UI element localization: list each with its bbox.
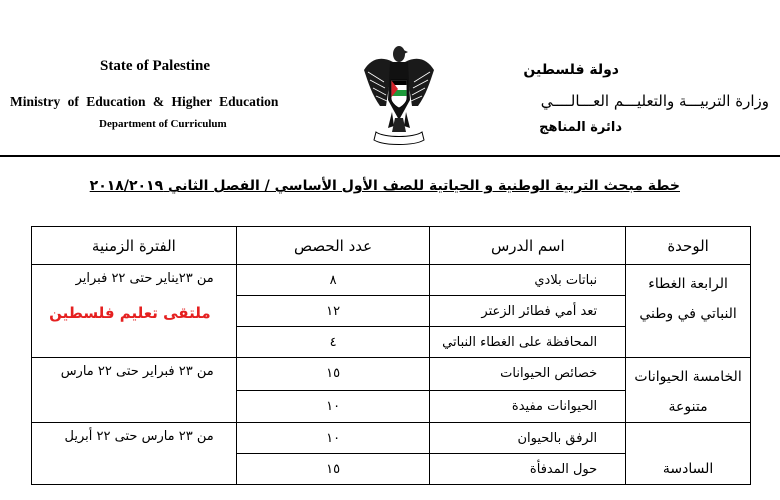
count-cell: ١٥ xyxy=(236,358,430,391)
table-header-row xyxy=(32,227,751,265)
period-text: من ٢٣يناير حتى ٢٢ فبراير xyxy=(75,271,214,286)
count-cell: ٨ xyxy=(236,265,430,296)
count-cell: ٤ xyxy=(236,327,430,358)
lesson-cell: الحيوانات مفيدة xyxy=(430,390,626,423)
header-divider xyxy=(0,155,780,157)
lesson-cell: تعد أمي فطائر الزعتر xyxy=(430,296,626,327)
state-name-english: State of Palestine xyxy=(100,58,210,74)
header-lesson: اسم الدرس xyxy=(430,227,626,265)
lesson-cell: نباتات بلادي xyxy=(430,265,626,296)
header-count: عدد الحصص xyxy=(236,227,430,265)
count-cell: ١٥ xyxy=(236,454,430,485)
table-row xyxy=(32,265,751,296)
lesson-plan-table xyxy=(31,226,751,485)
lesson-cell: حول المدفأة xyxy=(430,454,626,485)
state-name-arabic: دولة فلسطين xyxy=(523,62,619,78)
table-row xyxy=(32,358,751,391)
department-name-english: Department of Curriculum xyxy=(99,118,227,130)
unit-cell: السادسة xyxy=(626,423,751,485)
unit-cell: الخامسة الحيوانات متنوعة xyxy=(626,358,751,423)
forum-note: ملتقى تعليم فلسطين xyxy=(49,304,211,322)
lesson-cell: المحافظة على الغطاء النباتي xyxy=(430,327,626,358)
lesson-cell: خصائص الحيوانات xyxy=(430,358,626,391)
ministry-name-arabic: وزارة التربيـــة والتعليـــم العـــالــــي xyxy=(540,92,769,110)
unit-cell: الرابعة الغطاء النباتي في وطني xyxy=(626,265,751,358)
count-cell: ١٢ xyxy=(236,296,430,327)
header-unit: الوحدة xyxy=(626,227,751,265)
table-row xyxy=(32,423,751,454)
count-cell: ١٠ xyxy=(236,423,430,454)
palestine-eagle-emblem-icon xyxy=(362,40,436,150)
period-cell xyxy=(32,423,237,485)
period-text: من ٢٣ فبراير حتى ٢٢ مارس xyxy=(60,364,214,379)
plan-title: خطة مبحث التربية الوطنية و الحياتية للصف الأول الأساسي / الفصل الثاني ٢٠١٨/٢٠١٩ xyxy=(89,178,680,194)
ministry-name-english: Ministry of Education & Higher Education xyxy=(10,94,279,109)
header-period: الفترة الزمنية xyxy=(32,227,237,265)
period-cell xyxy=(32,265,237,358)
lesson-cell: الرفق بالحيوان xyxy=(430,423,626,454)
period-cell xyxy=(32,358,237,423)
period-text: من ٢٣ مارس حتى ٢٢ أبريل xyxy=(64,429,214,444)
count-cell: ١٠ xyxy=(236,390,430,423)
department-name-arabic: دائرة المناهج xyxy=(539,120,622,135)
